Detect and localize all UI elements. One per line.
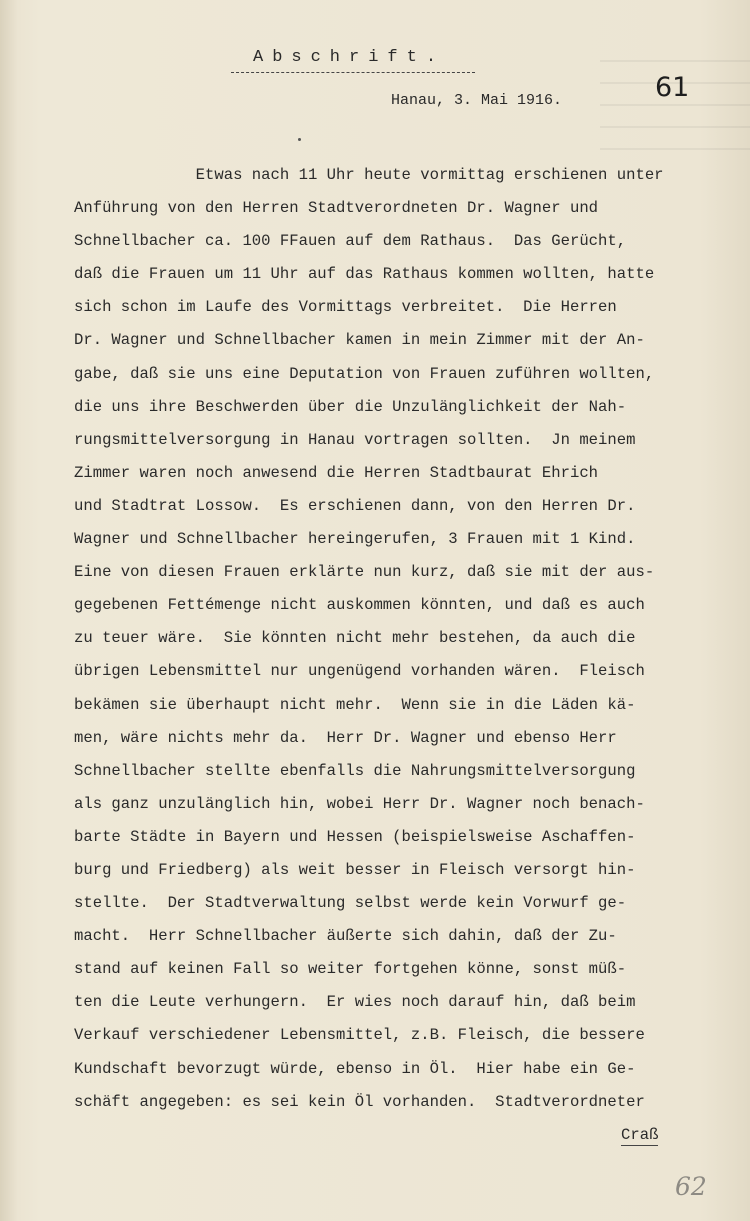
- text-line: die uns ihre Beschwerden über die Unzulänglichkeit der Nah-: [74, 397, 627, 416]
- text-line: ten die Leute verhungern. Er wies noch darauf hin, daß beim: [74, 993, 636, 1012]
- text-line: Schnellbacher ca. 100 FFauen auf dem Rathaus. Das Gerücht,: [74, 232, 627, 251]
- text-line: rungsmittelversorgung in Hanau vortragen sollten. Jn meinem: [74, 430, 636, 449]
- text-line: men, wäre nichts mehr da. Herr Dr. Wagner und ebenso Herr: [74, 728, 617, 747]
- text-line: und Stadtrat Lossow. Es erschienen dann, von den Herren Dr.: [74, 496, 636, 515]
- text-line: Zimmer waren noch anwesend die Herren Stadtbaurat Ehrich: [74, 463, 599, 482]
- text-line: als ganz unzulänglich hin, wobei Herr Dr. Wagner noch benach-: [74, 794, 645, 813]
- text-line: Anführung von den Herren Stadtverordneten Dr. Wagner und: [74, 199, 599, 218]
- text-line: übrigen Lebensmittel nur ungenügend vorhanden wären. Fleisch: [74, 662, 645, 681]
- text-line: Verkauf verschiedener Lebensmittel, z.B. Fleisch, die bessere: [74, 1026, 645, 1045]
- text-line: macht. Herr Schnellbacher äußerte sich dahin, daß der Zu-: [74, 927, 617, 946]
- page-number: 61: [655, 72, 690, 103]
- document-title: Abschrift.: [253, 48, 446, 67]
- text-line: daß die Frauen um 11 Uhr auf das Rathaus kommen wollten, hatte: [74, 265, 655, 284]
- pencil-folio-number: 62: [675, 1172, 707, 1201]
- text-line: stand auf keinen Fall so weiter fortgehen könne, sonst müß-: [74, 960, 627, 979]
- text-line: barte Städte in Bayern und Hessen (beispielsweise Aschaffen-: [74, 827, 636, 846]
- text-line: burg und Friedberg) als weit besser in Fleisch versorgt hin-: [74, 860, 636, 879]
- catchword: Craß: [621, 1126, 659, 1144]
- ink-dot: [298, 138, 301, 141]
- text-line: Schnellbacher stellte ebenfalls die Nahrungsmittelversorgung: [74, 761, 636, 780]
- text-line: schäft angegeben: es sei kein Öl vorhanden. Stadtverordneter: [74, 1092, 645, 1111]
- archive-stamp: [0, 441, 1, 600]
- text-line: bekämen sie überhaupt nicht mehr. Wenn sie in die Läden kä-: [74, 695, 636, 714]
- text-line: Wagner und Schnellbacher hereingerufen, 3 Frauen mit 1 Kind.: [74, 530, 636, 549]
- text-line: sich schon im Laufe des Vormittags verbreitet. Die Herren: [74, 298, 617, 317]
- dateline: Hanau, 3. Mai 1916.: [391, 92, 563, 109]
- text-line: Kundschaft bevorzugt würde, ebenso in Öl. Hier habe ein Ge-: [74, 1059, 636, 1078]
- text-line: gabe, daß sie uns eine Deputation von Frauen zuführen wollten,: [74, 364, 655, 383]
- text-line: stellte. Der Stadtverwaltung selbst werde kein Vorwurf ge-: [74, 894, 627, 913]
- text-line: Etwas nach 11 Uhr heute vormittag erschienen unter: [74, 166, 664, 184]
- title-underline: [231, 72, 475, 73]
- text-line: zu teuer wäre. Sie könnten nicht mehr bestehen, da auch die: [74, 629, 636, 648]
- text-line: Dr. Wagner und Schnellbacher kamen in mein Zimmer mit der An-: [74, 331, 645, 350]
- body-text: [74, 159, 734, 1119]
- text-line: gegebenen Fettémenge nicht auskommen könnten, und daß es auch: [74, 596, 645, 615]
- text-line: Eine von diesen Frauen erklärte nun kurz, daß sie mit der aus-: [74, 563, 655, 582]
